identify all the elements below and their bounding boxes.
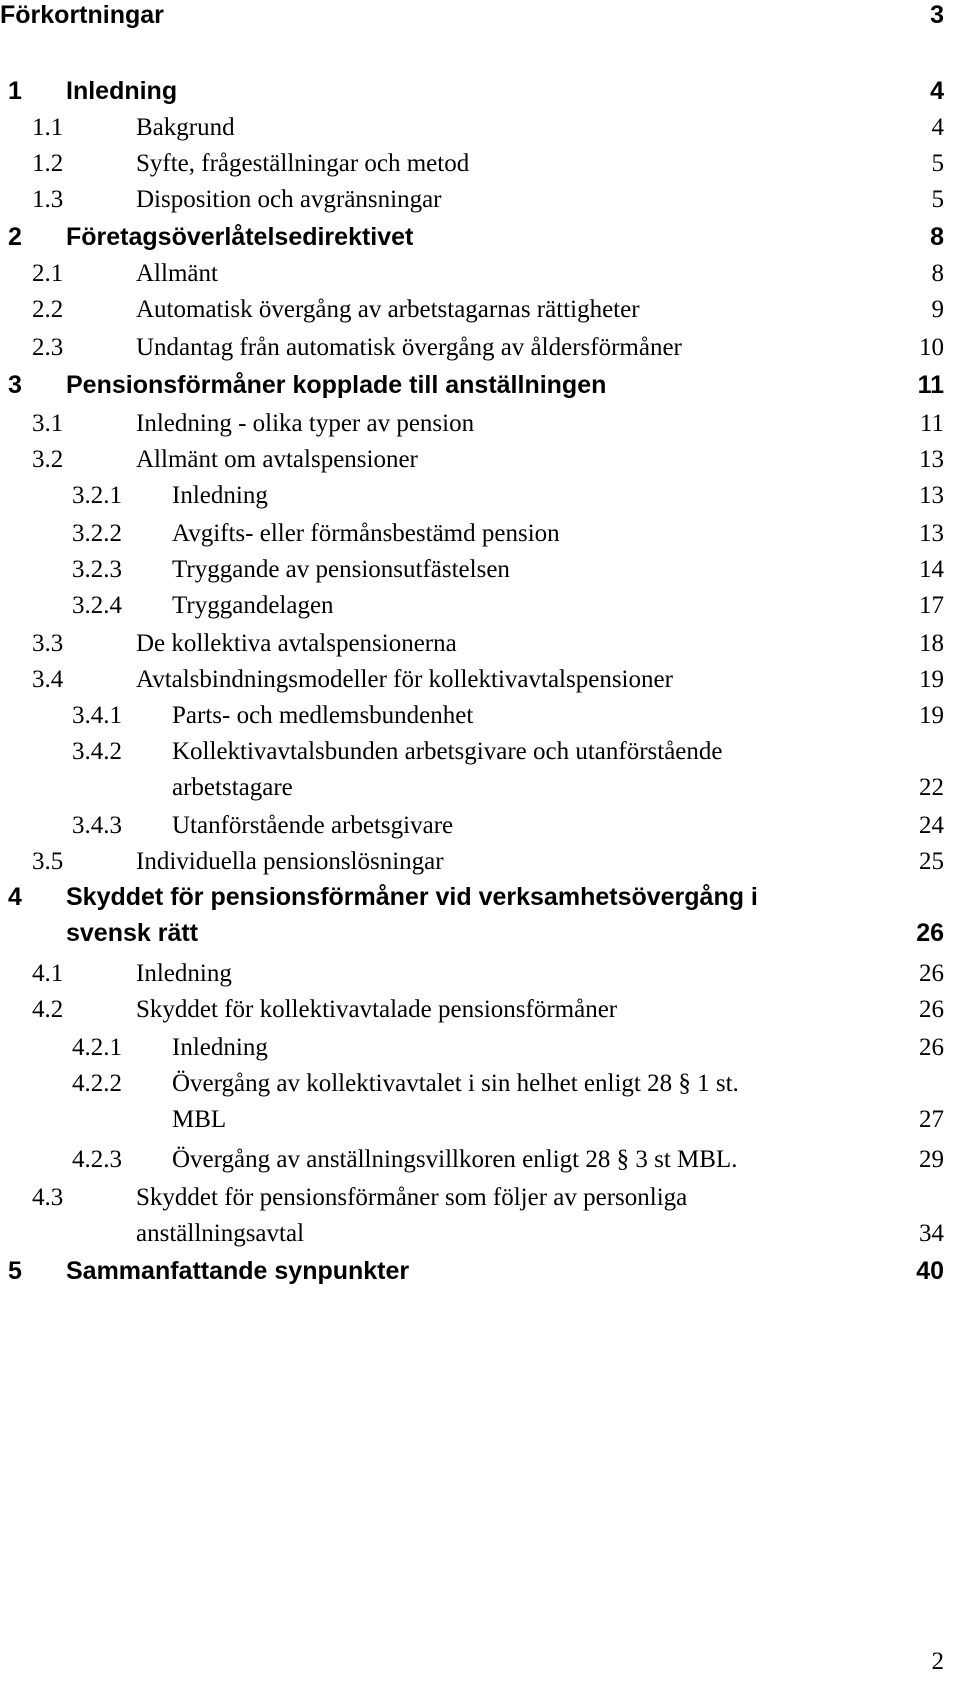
toc-entry-number: 3.4.1	[72, 702, 122, 729]
toc-entry-title-continued: arbetstagare	[172, 774, 293, 801]
toc-entry-number: 3.3	[32, 630, 64, 657]
toc-entry-page: 27	[919, 1106, 944, 1133]
toc-entry-page: 19	[919, 666, 944, 693]
toc-entry-title: Inledning	[172, 1034, 268, 1061]
toc-entry-title: Inledning - olika typer av pension	[136, 410, 475, 437]
toc-entry-page: 5	[931, 186, 944, 213]
toc-entry-number: 4.3	[32, 1184, 64, 1211]
toc-entry-number: 3.2.1	[72, 482, 122, 509]
toc-entry-title: Undantag från automatisk övergång av åldersförmåner	[136, 334, 682, 361]
toc-entry-title: Disposition och avgränsningar	[136, 186, 442, 213]
toc-entry-title: Skyddet för kollektivavtalade pensionsförmåner	[136, 996, 618, 1023]
toc-entry-title: Inledning	[136, 960, 232, 987]
toc-entry-number: 1	[8, 77, 22, 105]
toc-entry-title: Tryggande av pensionsutfästelsen	[172, 556, 510, 583]
toc-entry-title: Parts- och medlemsbundenhet	[172, 702, 474, 729]
toc-entry-page: 13	[919, 482, 944, 509]
toc-entry-title: Inledning	[172, 482, 268, 509]
toc-entry-number: 1.1	[32, 114, 64, 141]
toc-entry-title: Övergång av anställningsvillkoren enligt 28 § 3 st MBL.	[172, 1146, 738, 1173]
toc-entry-page: 13	[919, 446, 944, 473]
toc-entry-page: 8	[931, 260, 944, 287]
toc-entry-title: Allmänt	[136, 260, 218, 287]
toc-entry-title-continued: anställningsavtal	[136, 1220, 305, 1247]
toc-entry-title: Automatisk övergång av arbetstagarnas rättigheter	[136, 296, 640, 323]
toc-entry-number: 3.1	[32, 410, 64, 437]
toc-entry[interactable]	[0, 878, 960, 953]
toc-entry-page: 26	[919, 996, 944, 1023]
toc-entry[interactable]	[0, 732, 960, 807]
toc-entry-page: 14	[919, 556, 944, 583]
toc-entry-number: 4.2.2	[72, 1070, 122, 1097]
toc-entry-page: 19	[919, 702, 944, 729]
footer-page-number: 2	[931, 1648, 944, 1675]
toc-entry-title: Bakgrund	[136, 114, 235, 141]
toc-entry-page: 26	[916, 919, 944, 947]
toc-entry-page: 29	[919, 1146, 944, 1173]
toc-entry-title: Syfte, frågeställningar och metod	[136, 150, 470, 177]
toc-entry-number: 3.2.4	[72, 592, 122, 619]
toc-entry-title: Avtalsbindningsmodeller för kollektivavtalspensioner	[136, 666, 673, 693]
toc-entry-title: Tryggandelagen	[172, 592, 334, 619]
toc-entry-title: Allmänt om avtalspensioner	[136, 446, 418, 473]
toc-entry-title: Skyddet för pensionsförmåner vid verksamhetsövergång i	[66, 883, 758, 911]
toc-entry-page: 26	[919, 1034, 944, 1061]
toc-entry-number: 4.1	[32, 960, 64, 987]
toc-entry-title: Övergång av kollektivavtalet i sin helhet enligt 28 § 1 st.	[172, 1070, 739, 1097]
toc-entry-page: 11	[919, 410, 944, 437]
toc-entry-title: Kollektivavtalsbunden arbetsgivare och utanförstående	[172, 738, 723, 765]
toc-entry-title: Individuella pensionslösningar	[136, 848, 444, 875]
toc-entry-number: 2.2	[32, 296, 64, 323]
toc-entry-page: 5	[931, 150, 944, 177]
toc-entry-number: 3.5	[32, 848, 64, 875]
toc-entry-number: 2.1	[32, 260, 64, 287]
toc-entry-title-continued: svensk rätt	[66, 919, 199, 947]
toc-entry-page: 3	[930, 1, 944, 29]
toc-entry-page: 40	[916, 1257, 944, 1285]
toc-entry-page: 13	[919, 520, 944, 547]
toc-entry-number: 3.4.2	[72, 738, 122, 765]
toc-entry-title: Skyddet för pensionsförmåner som följer av personliga	[136, 1184, 688, 1211]
toc-entry-page: 9	[931, 296, 944, 323]
toc-entry-page: 24	[919, 812, 944, 839]
toc-entry-page: 10	[919, 334, 944, 361]
toc-entry-title: Företagsöverlåtelsedirektivet	[66, 223, 414, 251]
toc-entry-number: 4.2.1	[72, 1034, 122, 1061]
toc-entry-number: 2	[8, 223, 22, 251]
toc-entry-title: Inledning	[66, 77, 178, 105]
toc-entry-page: 11	[917, 371, 944, 399]
toc-entry-page: 17	[919, 592, 944, 619]
toc-entry-number: 1.3	[32, 186, 64, 213]
toc-entry-number: 3.2	[32, 446, 64, 473]
toc-entry-number: 3.2.2	[72, 520, 122, 547]
toc-entry-title-continued: MBL	[172, 1106, 227, 1133]
toc-entry-number: 3	[8, 371, 22, 399]
toc-entry-page: 18	[919, 630, 944, 657]
toc-entry-page: 22	[919, 774, 944, 801]
toc-entry-page: 4	[931, 114, 944, 141]
toc-entry-title: De kollektiva avtalspensionerna	[136, 630, 457, 657]
toc-entry-number: 5	[8, 1257, 22, 1285]
toc-entry-page: 26	[919, 960, 944, 987]
toc-entry-title: Pensionsförmåner kopplade till anställningen	[66, 371, 607, 399]
toc-entry-number: 4.2.3	[72, 1146, 122, 1173]
toc-entry[interactable]	[0, 1064, 960, 1139]
toc-entry-page: 4	[930, 77, 944, 105]
toc-entry-title: Förkortningar	[0, 1, 164, 29]
toc-entry-page: 25	[919, 848, 944, 875]
toc-entry-title: Avgifts- eller förmånsbestämd pension	[172, 520, 560, 547]
toc-entry-number: 4.2	[32, 996, 64, 1023]
toc-entry-title: Sammanfattande synpunkter	[66, 1257, 410, 1285]
toc-entry-number: 3.2.3	[72, 556, 122, 583]
toc-entry-page: 34	[919, 1220, 944, 1247]
toc-entry[interactable]	[0, 1178, 960, 1253]
toc-entry-number: 2.3	[32, 334, 64, 361]
toc-entry-page: 8	[930, 223, 944, 251]
toc-entry-number: 1.2	[32, 150, 64, 177]
toc-entry-number: 4	[8, 883, 22, 911]
toc-entry-number: 3.4	[32, 666, 64, 693]
toc-entry-number: 3.4.3	[72, 812, 122, 839]
toc-entry-title: Utanförstående arbetsgivare	[172, 812, 454, 839]
